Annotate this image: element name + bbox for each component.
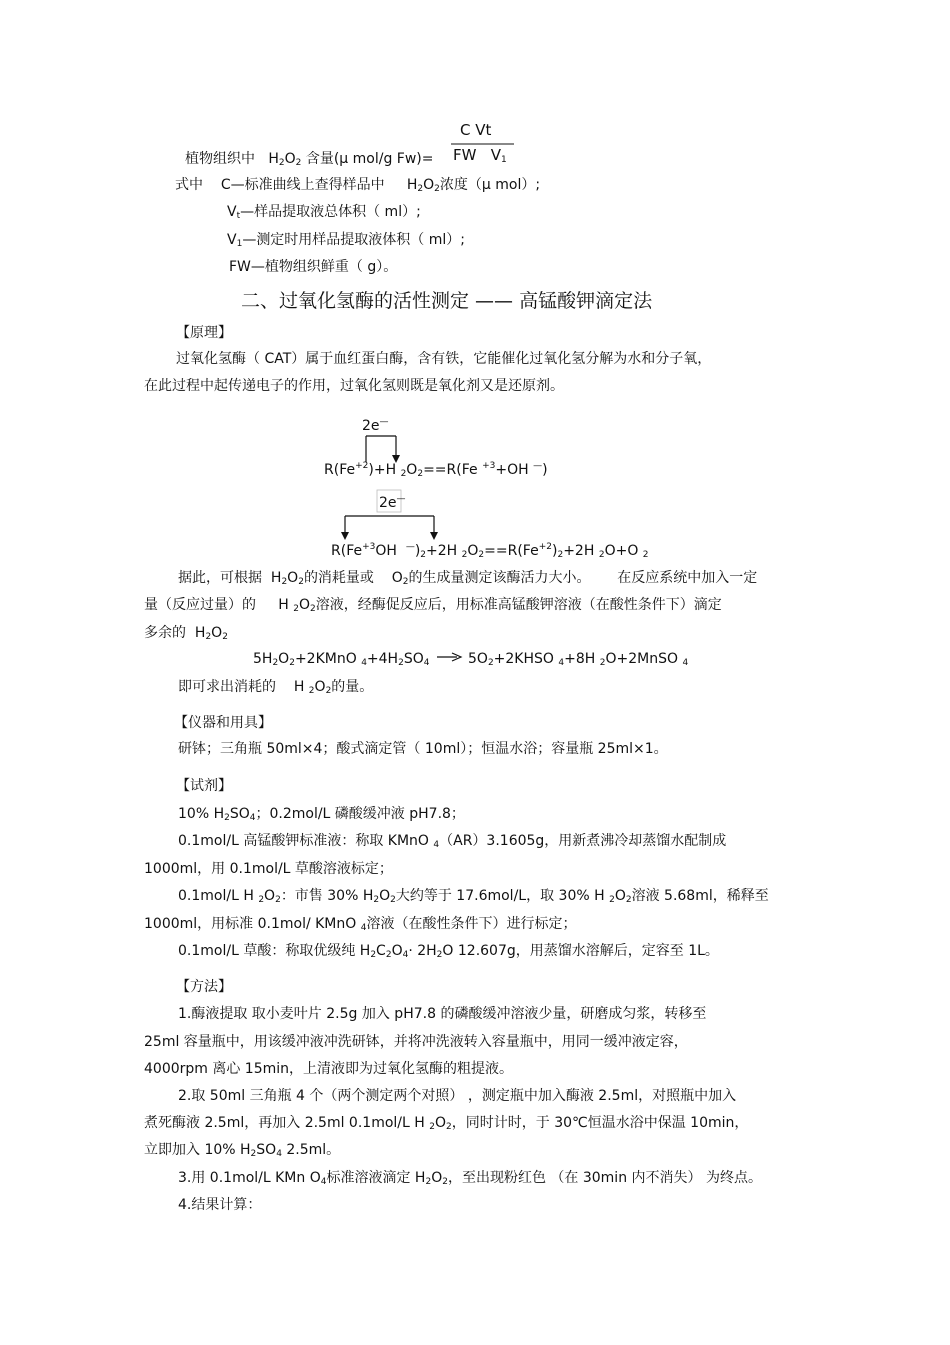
reagent-line-6: 0.1mol/L 草酸：称取优级纯 $H_2C_2O_4\cdot 2H_2O$ 12.607g，用蒸馏水溶解后，定容至 1L。	[178, 943, 719, 960]
method-heading: 【方法】	[176, 979, 232, 995]
method-line-4: 2.取 50ml 三角瓶 4 个（两个测定两个对照） ，测定瓶中加入酶液 2.5ml，对照瓶中加入	[178, 1088, 737, 1104]
method-line-3: 4000rpm 离心 15min，上清液即为过氧化氢酶的粗提液。	[144, 1061, 514, 1077]
after-equation-line: 即可求出消耗的 H $_2O_2$的量。	[178, 679, 374, 696]
reaction1-equation: $R(Fe^{+2})+H$ $_2O_2==R(Fe$ $^{+3}$+OH —)	[324, 461, 548, 479]
method-line-8: 4.结果计算：	[178, 1197, 262, 1213]
electron-arrow2-right	[430, 532, 438, 540]
reagent-line-1: 10% $H_2SO_4$；0.2mol/L 磷酸缓冲液 pH7.8；	[178, 806, 465, 823]
body-line-3: 多余的 $H_2O_2$	[144, 625, 228, 642]
body-line-1: 据此，可根据 $H_2O_2$的消耗量或 $O_2$的生成量测定该酶活力大小。 在反应系统中加入一定	[178, 570, 758, 587]
method-line-1: 1.酶液提取 取小麦叶片 2.5g 加入 pH7.8 的磷酸缓冲溶液少量，研磨成匀浆，转移至	[178, 1006, 707, 1022]
kmno4-equation-right: $5O_2+2KHSO$ $_4$+8H $_2$O+2MnSO $_4$	[468, 651, 689, 668]
formula-lhs: 植物组织中 $H_2O_2$ 含量(μ mol/g Fw)=	[185, 151, 434, 168]
body-line-2: 量（反应过量）的 H $_2O_2$溶液，经酶促反应后，用标准高锰酸钾溶液（在酸性条件下）滴定	[144, 597, 722, 614]
reagent-line-5: 1000ml，用标准 0.1mol/ KMnO $_4$溶液（在酸性条件下）进行标定；	[144, 916, 577, 933]
electron-arrow2-left	[341, 532, 349, 540]
legend-line-2: $V_t—$样品提取液总体积（ ml）;	[227, 204, 421, 221]
method-line-6: 立即加入 10% $H_2SO_4$ 2.5ml。	[144, 1142, 341, 1159]
instruments-heading: 【仪器和用具】	[174, 715, 272, 731]
reagent-line-2: 0.1mol/L 高锰酸钾标准液：称取 KMnO $_4$（AR）3.1605g，用新煮沸冷却蒸馏水配制成	[178, 833, 727, 850]
legend-line-1: 式中 C—标准曲线上查得样品中 $H_2O_2$浓度（μ mol）;	[175, 177, 541, 194]
method-line-5: 煮死酶液 2.5ml，再加入 2.5ml 0.1mol/L H $_2O_2$，同时计时，于 30℃恒温水浴中保温 10min，	[144, 1115, 749, 1132]
instruments-line: 研钵；三角瓶 50ml×4；酸式滴定管（ 10ml）；恒温水浴；容量瓶 25ml×1。	[178, 741, 668, 757]
formula-denominator: FW $V_1$	[453, 146, 507, 165]
legend-line-4: FW—植物组织鲜重（ g）。	[229, 259, 398, 275]
reagents-heading: 【试剂】	[176, 778, 232, 794]
reagent-line-3: 1000ml，用 0.1mol/L 草酸溶液标定；	[144, 861, 393, 877]
kmno4-equation-left: $5H_2O_2+2KMnO$ $_4+4H_2SO_4$	[253, 651, 430, 668]
reaction1-electrons: 2e—	[362, 417, 389, 434]
formula-numerator: C Vt	[460, 121, 492, 139]
method-line-7: 3.用 0.1mol/L KMn $O_4$标准溶液滴定 $H_2O_2$，至出现粉红色 （在 30min 内不消失） 为终点。	[178, 1170, 762, 1187]
principle-heading: 【原理】	[176, 325, 232, 341]
section-title: 二、过氧化氢酶的活性测定 —— 高锰酸钾滴定法	[241, 290, 653, 312]
method-line-2: 25ml 容量瓶中，用该缓冲液冲洗研钵，并将冲洗液转入容量瓶中，用同一缓冲液定容，	[144, 1034, 688, 1050]
reaction2-electrons: 2e—	[379, 494, 406, 511]
legend-line-3: $V_1—$测定时用样品提取液体积（ ml）;	[227, 232, 466, 249]
principle-line-2: 在此过程中起传递电子的作用，过氧化氢则既是氧化剂又是还原剂。	[144, 378, 564, 394]
reaction2-equation: $R(Fe^{+3}OH$ $^—)_2+2H$ $_2O_2==R(Fe^{+2})_2+2H$ $_2$O+O $_2$	[331, 542, 649, 560]
principle-line-1: 过氧化氢酶（ CAT）属于血红蛋白酶，含有铁，它能催化过氧化氢分解为水和分子氧，	[176, 351, 712, 367]
reagent-line-4: 0.1mol/L H $_2O_2$：市售 30% $H_2O_2$大约等于 17.6mol/L，取 30% H $_2O_2$溶液 5.68ml，稀释至	[178, 888, 769, 905]
